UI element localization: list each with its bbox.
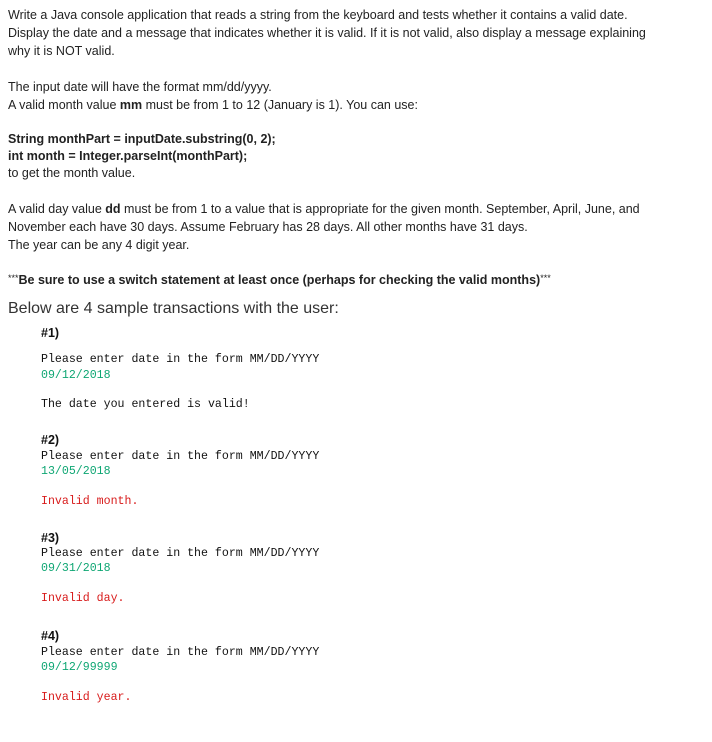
example-1-prompt: Please enter date in the form MM/DD/YYYY <box>41 353 320 366</box>
example-2-result: Invalid month. <box>41 495 139 508</box>
intro-line-3: why it is NOT valid. <box>8 44 115 58</box>
example-3-result: Invalid day. <box>41 592 125 605</box>
example-3-prompt: Please enter date in the form MM/DD/YYYY <box>41 547 320 560</box>
intro-line-2: Display the date and a message that indicates whether it is valid. If it is not valid, also display a message explaining <box>8 26 646 40</box>
note-stars-before: *** <box>8 273 19 283</box>
samples-heading: Below are 4 sample transactions with the user: <box>8 300 339 317</box>
note-text: Be sure to use a switch statement at least once (perhaps for checking the valid months) <box>18 273 541 287</box>
day-line-1-post: must be from 1 to a value that is appropriate for the given month. September, April, June, and <box>120 202 640 216</box>
example-3-title: #3) <box>41 531 60 545</box>
format-mm: mm <box>119 98 143 112</box>
format-line-1: The input date will have the format mm/dd/yyyy. <box>8 80 272 94</box>
format-line-2-pre: A valid month value <box>8 98 120 112</box>
note-stars-after: *** <box>540 273 551 283</box>
example-3-input: 09/31/2018 <box>41 562 111 575</box>
example-4-result: Invalid year. <box>41 691 132 704</box>
example-4-input: 09/12/99999 <box>41 661 118 674</box>
format-line-2 <box>8 96 418 114</box>
day-dd: dd <box>105 202 121 216</box>
example-1-title: #1) <box>41 326 60 340</box>
example-2-input: 13/05/2018 <box>41 465 111 478</box>
code-line-2: int month = Integer.parseInt(monthPart); <box>8 149 248 163</box>
code-line-3: to get the month value. <box>8 166 136 180</box>
intro-line-1: Write a Java console application that reads a string from the keyboard and tests whether it contains a valid date. <box>8 8 628 22</box>
example-2-title: #2) <box>41 433 60 447</box>
example-4-prompt: Please enter date in the form MM/DD/YYYY <box>41 646 320 659</box>
day-line-3: The year can be any 4 digit year. <box>8 238 190 252</box>
day-line-1-pre: A valid day value <box>8 202 106 216</box>
example-4-title: #4) <box>41 629 60 643</box>
day-line-1 <box>8 200 640 218</box>
format-line-2-post: must be from 1 to 12 (January is 1). You can use: <box>142 98 418 112</box>
day-line-2: November each have 30 days. Assume February has 28 days. All other months have 31 days. <box>8 220 528 234</box>
code-line-1: String monthPart = inputDate.substring(0, 2); <box>8 132 276 146</box>
switch-note <box>8 269 551 289</box>
example-2-prompt: Please enter date in the form MM/DD/YYYY <box>41 450 320 463</box>
example-1-result: The date you entered is valid! <box>41 398 250 411</box>
example-1-input: 09/12/2018 <box>41 369 111 382</box>
